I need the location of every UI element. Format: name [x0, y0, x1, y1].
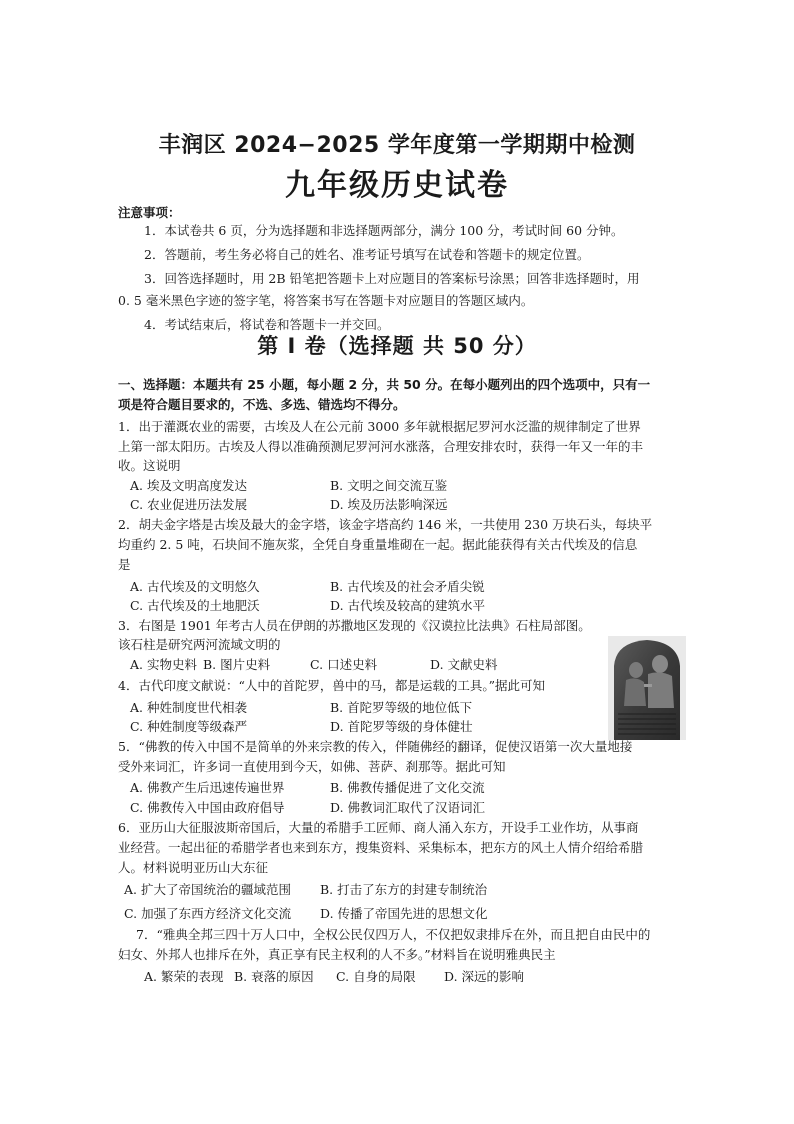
question-7-option-c: C. 自身的局限 — [336, 969, 416, 984]
note-3: 3．回答选择题时，用 2B 铅笔把答题卡上对应题目的答案标号涂黑；回答非选择题时，用 — [144, 271, 640, 286]
question-6-text-2: 业经营。一起出征的希腊学者也来到东方，搜集资料、采集标本，把东方的风土人情介绍给希腊 — [118, 840, 644, 855]
question-6-text: 6．亚历山大征服波斯帝国后，大量的希腊手工匠师、商人涌入东方，开设手工业作坊，从事商 — [118, 820, 639, 835]
question-1-option-d: D. 埃及历法影响深远 — [330, 497, 448, 512]
question-4-text: 4．古代印度文献说：“人中的首陀罗，兽中的马，都是运载的工具。”据此可知 — [118, 678, 545, 693]
question-2-option-b: B. 古代埃及的社会矛盾尖锐 — [330, 579, 485, 594]
question-4-option-b: B. 首陀罗等级的地位低下 — [330, 700, 473, 715]
question-5-option-b: B. 佛教传播促进了文化交流 — [330, 780, 485, 795]
question-7-option-d: D. 深远的影响 — [444, 969, 525, 984]
question-2-option-a: A. 古代埃及的文明悠久 — [130, 579, 260, 594]
question-1-text-2: 上第一部太阳历。古埃及人得以准确预测尼罗河河水涨落，合理安排农时，获得一年又一年的丰 — [118, 439, 644, 454]
question-6-text-3: 人。材料说明亚历山大东征 — [118, 860, 269, 875]
question-3-option-d: D. 文献史料 — [430, 657, 498, 672]
question-5-option-c: C. 佛教传入中国由政府倡导 — [130, 800, 285, 815]
question-3-option-a: A. 实物史料 — [130, 657, 197, 672]
question-7-text: 7．“雅典全邦三四十万人口中，全权公民仅四万人，不仅把奴隶排斥在外，而且把自由民中的 — [136, 927, 651, 942]
question-5-text-2: 受外来词汇，许多词一直使用到今天，如佛、菩萨、刹那等。据此可知 — [118, 759, 506, 774]
question-7-option-a: A. 繁荣的表现 — [144, 969, 224, 984]
question-2-option-c: C. 古代埃及的土地肥沃 — [130, 598, 260, 613]
note-2: 2．答题前，考生务必将自己的姓名、准考证号填写在试卷和答题卡的规定位置。 — [144, 247, 590, 262]
question-2-text-3: 是 — [118, 557, 131, 572]
question-3-text-2: 该石柱是研究两河流域文明的 — [118, 637, 281, 652]
question-4-option-a: A. 种姓制度世代相袭 — [130, 700, 247, 715]
question-6-option-c: C. 加强了东西方经济文化交流 — [124, 906, 292, 921]
note-3-cont: 0. 5 毫米黑色字迹的签字笔，将答案书写在答题卡对应题目的答题区域内。 — [118, 293, 534, 308]
question-2-text-2: 均重约 2. 5 吨，石块间不施灰浆，全凭自身重量堆砌在一起。据此能获得有关古代埃及的信息 — [118, 537, 638, 552]
question-6-option-b: B. 打击了东方的封建专制统治 — [320, 882, 488, 897]
question-4-option-c: C. 种姓制度等级森严 — [130, 719, 248, 734]
note-1: 1．本试卷共 6 页，分为选择题和非选择题两部分，满分 100 分，考试时间 60 分钟。 — [144, 223, 624, 238]
question-7-text-2: 妇女、外邦人也排斥在外，真正享有民主权利的人不多。”材料旨在说明雅典民主 — [118, 947, 556, 962]
question-3-text: 3．右图是 1901 年考古人员在伊朗的苏撒地区发现的《汉谟拉比法典》石柱局部图。 — [118, 618, 591, 633]
question-1-text: 1．出于灌溉农业的需要，古埃及人在公元前 3000 多年就根据尼罗河水泛滥的规律制定了世界 — [118, 419, 641, 434]
question-2-text: 2．胡夫金字塔是古埃及最大的金字塔，该金字塔高约 146 米，一共使用 230 万块石头，每块平 — [118, 517, 653, 532]
question-1-text-3: 收。这说明 — [118, 458, 181, 473]
question-1-option-a: A. 埃及文明高度发达 — [130, 478, 247, 493]
exam-title-line2: 九年级历史试卷 — [285, 168, 509, 203]
question-5-option-a: A. 佛教产生后迅速传遍世界 — [130, 780, 285, 795]
question-3-option-c: C. 口述史料 — [310, 657, 378, 672]
question-3-option-b: B. 图片史料 — [203, 657, 271, 672]
question-5-option-d: D. 佛教词汇取代了汉语词汇 — [330, 800, 486, 815]
section-title: 第 I 卷（选择题 共 50 分） — [257, 334, 537, 358]
exam-title-line1: 丰润区 2024−2025 学年度第一学期期中检测 — [158, 133, 636, 158]
note-4: 4．考试结束后，将试卷和答题卡一并交回。 — [144, 317, 390, 332]
question-5-text: 5．“佛教的传入中国不是简单的外来宗教的传入，伴随佛经的翻译，促使汉语第一次大量地接 — [118, 739, 633, 754]
question-2-option-d: D. 古代埃及较高的建筑水平 — [330, 598, 486, 613]
question-1-option-b: B. 文明之间交流互鉴 — [330, 478, 448, 493]
hammurabi-stele-image — [608, 636, 686, 740]
question-6-option-a: A. 扩大了帝国统治的疆域范围 — [124, 882, 291, 897]
section-instructions-cont: 项是符合题目要求的，不选、多选、错选均不得分。 — [118, 397, 406, 412]
question-7-option-b: B. 衰落的原因 — [234, 969, 314, 984]
notes-heading: 注意事项： — [118, 205, 181, 220]
section-instructions: 一、选择题：本题共有 25 小题，每小题 2 分，共 50 分。在每小题列出的四个选项中，只有一 — [118, 377, 651, 392]
question-1-option-c: C. 农业促进历法发展 — [130, 497, 248, 512]
question-6-option-d: D. 传播了帝国先进的思想文化 — [320, 906, 488, 921]
question-4-option-d: D. 首陀罗等级的身体健壮 — [330, 719, 473, 734]
